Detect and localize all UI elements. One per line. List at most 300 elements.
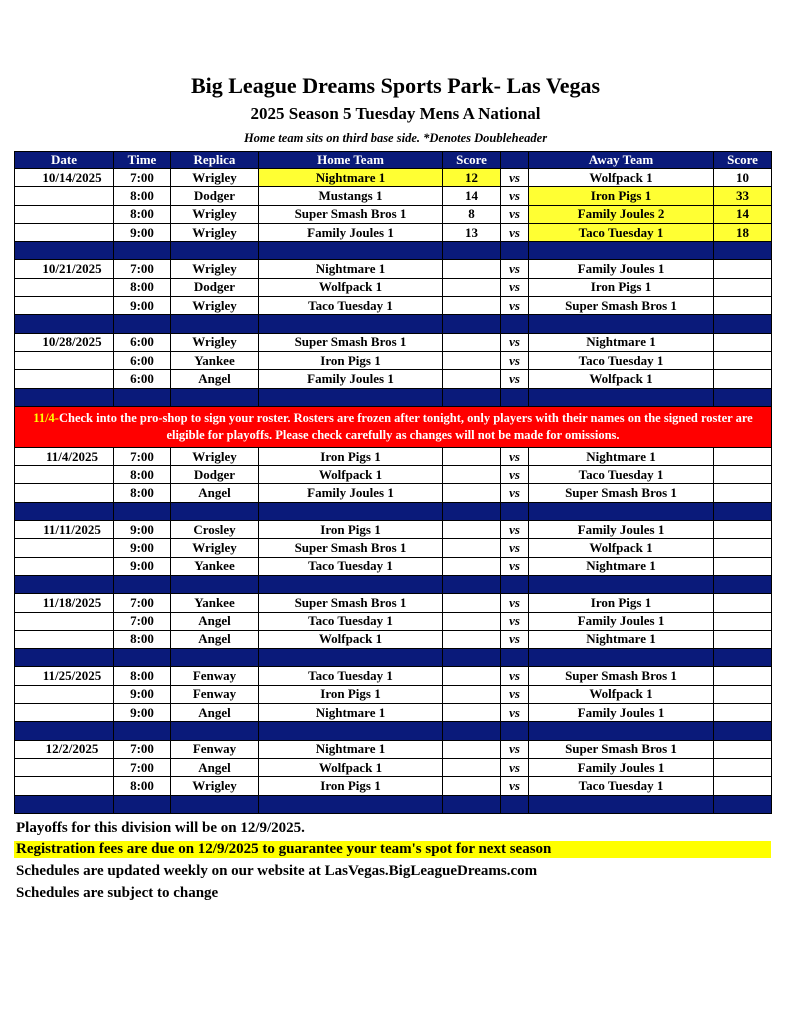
vs-label: vs [501,187,529,205]
separator-cell [15,795,114,813]
away-team: Nightmare 1 [529,557,714,575]
game-time: 8:00 [114,205,171,223]
home-score [443,521,501,539]
header-date: Date [15,152,114,169]
game-replica: Wrigley [171,333,259,351]
game-date [15,704,114,722]
game-row [15,370,772,388]
game-date [15,278,114,296]
game-row [15,557,772,575]
separator-cell [171,649,259,667]
home-score [443,297,501,315]
home-team: Super Smash Bros 1 [259,594,443,612]
separator-cell [501,502,529,520]
separator-cell [501,722,529,740]
separator-cell [714,315,772,333]
game-time: 7:00 [114,260,171,278]
home-team: Nightmare 1 [259,740,443,758]
separator-cell [259,795,443,813]
game-replica: Yankee [171,351,259,369]
away-team: Nightmare 1 [529,333,714,351]
vs-label: vs [501,260,529,278]
game-time: 7:00 [114,594,171,612]
page-title: Big League Dreams Sports Park- Las Vegas [190,73,601,98]
game-time: 9:00 [114,297,171,315]
week-separator [15,722,772,740]
game-row [15,187,772,205]
separator-cell [501,795,529,813]
vs-label: vs [501,370,529,388]
notice-highlight: Check into the pro-shop to sign your roster. [58,410,291,425]
game-row [15,539,772,557]
vs-label: vs [501,169,529,187]
game-replica: Yankee [171,594,259,612]
separator-cell [114,722,171,740]
roster-notice [15,406,772,447]
away-team: Nightmare 1 [529,447,714,465]
separator-cell [114,575,171,593]
game-time: 9:00 [114,539,171,557]
game-time: 6:00 [114,351,171,369]
away-score [714,370,772,388]
away-team: Iron Pigs 1 [529,278,714,296]
separator-cell [259,575,443,593]
game-replica: Wrigley [171,205,259,223]
home-score [443,594,501,612]
home-team: Wolfpack 1 [259,466,443,484]
header-replica: Replica [171,152,259,169]
home-score [443,758,501,776]
game-time: 6:00 [114,333,171,351]
separator-cell [171,242,259,260]
game-date: 11/25/2025 [15,667,114,685]
away-team: Family Joules 1 [529,521,714,539]
separator-cell [501,575,529,593]
vs-label: vs [501,351,529,369]
schedule-table [14,151,772,814]
game-row [15,740,772,758]
game-date [15,539,114,557]
separator-cell [259,649,443,667]
game-date [15,612,114,630]
game-row [15,777,772,795]
home-team: Nightmare 1 [259,260,443,278]
away-score [714,260,772,278]
game-replica: Angel [171,484,259,502]
game-date [15,630,114,648]
separator-cell [171,388,259,406]
separator-cell [443,575,501,593]
game-date: 10/21/2025 [15,260,114,278]
vs-label: vs [501,297,529,315]
separator-cell [259,388,443,406]
week-separator [15,502,772,520]
game-date [15,223,114,241]
game-date [15,685,114,703]
separator-cell [259,315,443,333]
away-team: Super Smash Bros 1 [529,740,714,758]
game-row [15,630,772,648]
game-row [15,484,772,502]
game-time: 8:00 [114,630,171,648]
week-separator [15,388,772,406]
week-separator [15,315,772,333]
vs-label: vs [501,278,529,296]
game-row [15,351,772,369]
game-time: 9:00 [114,521,171,539]
home-team: Nightmare 1 [259,169,443,187]
separator-cell [15,575,114,593]
separator-cell [171,315,259,333]
game-row [15,278,772,296]
schedule-body [15,169,772,814]
game-date: 11/18/2025 [15,594,114,612]
website-note: Schedules are updated weekly on our website at LasVegas.BigLeagueDreams.com [16,863,538,879]
game-date [15,777,114,795]
game-replica: Fenway [171,667,259,685]
away-score [714,758,772,776]
separator-cell [114,315,171,333]
separator-cell [529,242,714,260]
home-team: Super Smash Bros 1 [259,333,443,351]
home-team: Wolfpack 1 [259,758,443,776]
separator-cell [714,575,772,593]
away-team: Taco Tuesday 1 [529,466,714,484]
home-score [443,704,501,722]
game-replica: Angel [171,758,259,776]
game-date [15,466,114,484]
game-replica: Wrigley [171,777,259,795]
separator-cell [15,722,114,740]
home-score [443,539,501,557]
vs-label: vs [501,704,529,722]
header-away-team: Away Team [529,152,714,169]
home-team: Family Joules 1 [259,484,443,502]
header-home-team: Home Team [259,152,443,169]
separator-cell [714,795,772,813]
away-score [714,278,772,296]
game-replica: Wrigley [171,297,259,315]
separator-cell [714,722,772,740]
away-team: Wolfpack 1 [529,539,714,557]
week-separator [15,575,772,593]
separator-cell [529,722,714,740]
game-time: 8:00 [114,667,171,685]
game-date [15,297,114,315]
away-score: 14 [714,205,772,223]
away-score [714,612,772,630]
vs-label: vs [501,223,529,241]
away-score [714,740,772,758]
schedule-note: Home team sits on third base side. *Denotes Doubleheader [243,131,548,145]
game-replica: Wrigley [171,539,259,557]
away-score [714,685,772,703]
away-team: Taco Tuesday 1 [529,351,714,369]
game-date [15,187,114,205]
separator-cell [443,315,501,333]
game-row [15,333,772,351]
game-time: 7:00 [114,447,171,465]
game-time: 8:00 [114,278,171,296]
week-separator [15,649,772,667]
away-score [714,630,772,648]
separator-cell [501,649,529,667]
game-row [15,297,772,315]
game-replica: Angel [171,630,259,648]
home-team: Iron Pigs 1 [259,351,443,369]
separator-cell [501,315,529,333]
separator-cell [259,502,443,520]
header-home-score: Score [443,152,501,169]
vs-label: vs [501,667,529,685]
home-team: Super Smash Bros 1 [259,205,443,223]
separator-cell [714,502,772,520]
separator-cell [171,502,259,520]
game-replica: Angel [171,612,259,630]
home-team: Mustangs 1 [259,187,443,205]
separator-cell [114,649,171,667]
game-time: 9:00 [114,685,171,703]
game-time: 9:00 [114,557,171,575]
game-time: 9:00 [114,223,171,241]
home-score [443,278,501,296]
game-replica: Wrigley [171,260,259,278]
home-team: Wolfpack 1 [259,630,443,648]
game-time: 7:00 [114,758,171,776]
away-team: Super Smash Bros 1 [529,484,714,502]
home-team: Taco Tuesday 1 [259,667,443,685]
separator-cell [529,315,714,333]
game-row [15,594,772,612]
vs-label: vs [501,740,529,758]
game-replica: Wrigley [171,447,259,465]
game-row [15,223,772,241]
away-team: Family Joules 1 [529,260,714,278]
game-date [15,484,114,502]
vs-label: vs [501,466,529,484]
separator-cell [501,388,529,406]
game-replica: Angel [171,704,259,722]
away-score [714,484,772,502]
game-replica: Dodger [171,278,259,296]
separator-cell [714,242,772,260]
away-score [714,557,772,575]
separator-cell [15,649,114,667]
away-score [714,447,772,465]
vs-label: vs [501,447,529,465]
separator-cell [529,502,714,520]
home-score [443,370,501,388]
game-replica: Dodger [171,187,259,205]
game-replica: Dodger [171,466,259,484]
home-score [443,351,501,369]
away-team: Family Joules 1 [529,758,714,776]
vs-label: vs [501,521,529,539]
game-replica: Fenway [171,740,259,758]
week-separator [15,242,772,260]
vs-label: vs [501,630,529,648]
away-team: Wolfpack 1 [529,370,714,388]
home-team: Nightmare 1 [259,704,443,722]
away-team: Family Joules 1 [529,704,714,722]
home-score [443,630,501,648]
week-separator [15,795,772,813]
separator-cell [114,502,171,520]
separator-cell [529,388,714,406]
away-score: 10 [714,169,772,187]
game-replica: Fenway [171,685,259,703]
game-date: 12/2/2025 [15,740,114,758]
home-score [443,484,501,502]
home-team: Taco Tuesday 1 [259,557,443,575]
away-score [714,667,772,685]
game-time: 8:00 [114,466,171,484]
away-team: Taco Tuesday 1 [529,223,714,241]
home-score: 13 [443,223,501,241]
vs-label: vs [501,685,529,703]
home-score: 8 [443,205,501,223]
home-team: Family Joules 1 [259,223,443,241]
vs-label: vs [501,539,529,557]
game-replica: Crosley [171,521,259,539]
separator-cell [529,575,714,593]
away-score [714,704,772,722]
game-replica: Wrigley [171,223,259,241]
away-team: Super Smash Bros 1 [529,297,714,315]
separator-cell [171,795,259,813]
separator-cell [171,722,259,740]
game-date [15,557,114,575]
game-time: 9:00 [114,704,171,722]
home-team: Iron Pigs 1 [259,447,443,465]
vs-label: vs [501,612,529,630]
game-time: 7:00 [114,612,171,630]
home-team: Family Joules 1 [259,370,443,388]
game-date: 10/14/2025 [15,169,114,187]
separator-cell [529,649,714,667]
notice-prefix: 11/4- [33,410,59,425]
separator-cell [443,649,501,667]
header-away-score: Score [714,152,772,169]
away-team: Family Joules 1 [529,612,714,630]
away-score [714,466,772,484]
vs-label: vs [501,557,529,575]
vs-label: vs [501,594,529,612]
away-team: Nightmare 1 [529,630,714,648]
separator-cell [114,795,171,813]
away-score [714,333,772,351]
away-team: Iron Pigs 1 [529,594,714,612]
separator-cell [501,242,529,260]
game-replica: Wrigley [171,169,259,187]
vs-label: vs [501,205,529,223]
home-score [443,740,501,758]
game-replica: Angel [171,370,259,388]
game-time: 8:00 [114,484,171,502]
away-score [714,777,772,795]
away-team: Super Smash Bros 1 [529,667,714,685]
away-score [714,297,772,315]
away-team: Taco Tuesday 1 [529,777,714,795]
separator-cell [171,575,259,593]
away-score [714,594,772,612]
separator-cell [443,242,501,260]
game-row [15,521,772,539]
vs-label: vs [501,484,529,502]
table-header-row [15,152,772,169]
registration-note: Registration fees are due on 12/9/2025 to guarantee your team's spot for next season [14,841,771,858]
vs-label: vs [501,333,529,351]
home-team: Wolfpack 1 [259,278,443,296]
home-score [443,612,501,630]
separator-cell [114,388,171,406]
game-row [15,447,772,465]
away-team: Iron Pigs 1 [529,187,714,205]
away-team: Wolfpack 1 [529,169,714,187]
home-score [443,333,501,351]
home-score: 14 [443,187,501,205]
home-score [443,260,501,278]
separator-cell [15,315,114,333]
away-score [714,351,772,369]
separator-cell [443,502,501,520]
game-date [15,351,114,369]
game-time: 7:00 [114,740,171,758]
game-row [15,260,772,278]
game-replica: Yankee [171,557,259,575]
vs-label: vs [501,758,529,776]
home-team: Taco Tuesday 1 [259,612,443,630]
separator-cell [529,795,714,813]
game-row [15,612,772,630]
vs-label: vs [501,777,529,795]
home-team: Taco Tuesday 1 [259,297,443,315]
game-time: 7:00 [114,169,171,187]
separator-cell [443,388,501,406]
game-date: 11/11/2025 [15,521,114,539]
game-date [15,758,114,776]
away-team: Family Joules 2 [529,205,714,223]
separator-cell [443,722,501,740]
game-row [15,169,772,187]
header-vs [501,152,529,169]
game-date: 10/28/2025 [15,333,114,351]
separator-cell [259,722,443,740]
separator-cell [15,502,114,520]
game-row [15,667,772,685]
header-time: Time [114,152,171,169]
game-row [15,704,772,722]
separator-cell [15,242,114,260]
game-row [15,205,772,223]
away-score: 33 [714,187,772,205]
away-score: 18 [714,223,772,241]
game-row [15,685,772,703]
home-score [443,685,501,703]
game-time: 8:00 [114,777,171,795]
home-team: Iron Pigs 1 [259,777,443,795]
game-row [15,758,772,776]
game-row [15,466,772,484]
game-time: 8:00 [114,187,171,205]
separator-cell [443,795,501,813]
game-date [15,205,114,223]
home-score [443,667,501,685]
away-score [714,539,772,557]
home-team: Iron Pigs 1 [259,685,443,703]
home-score [443,466,501,484]
separator-cell [114,242,171,260]
